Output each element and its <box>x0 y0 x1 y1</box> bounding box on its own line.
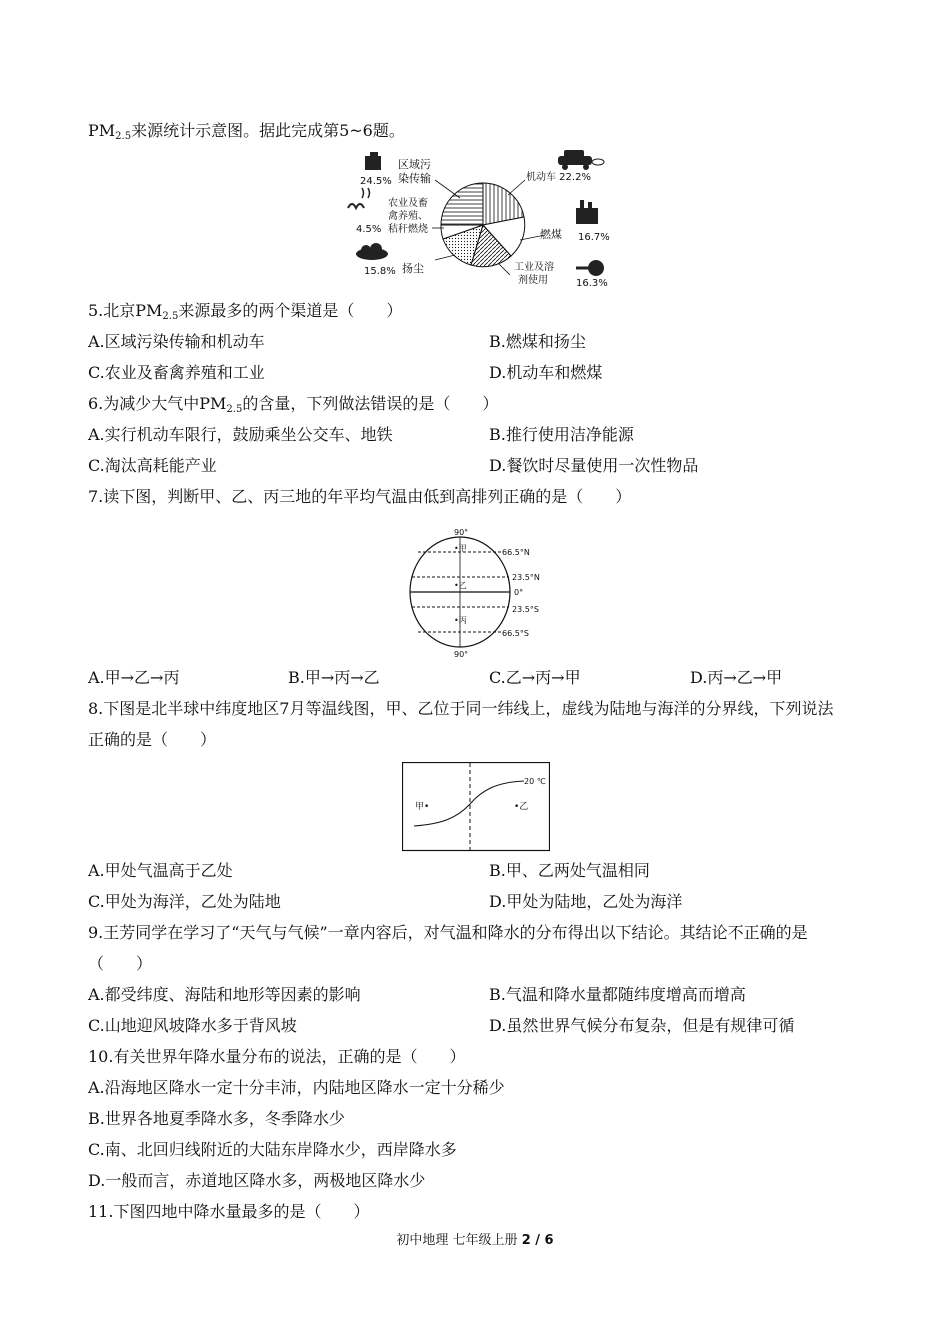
dust-cloud-icon <box>356 243 388 260</box>
svg-text:4.5%: 4.5% <box>356 224 382 235</box>
page-number: 2 / 6 <box>521 1233 554 1248</box>
q9-option-a: A.都受纬度、海陆和地形等因素的影响 <box>88 985 361 1004</box>
svg-text:工业及溶: 工业及溶 <box>514 262 554 273</box>
svg-text:23.5°S: 23.5°S <box>512 605 539 614</box>
question-10-stem: 10.有关世界年降水量分布的说法，正确的是（ ） <box>88 1047 466 1066</box>
car-icon <box>558 150 604 170</box>
svg-text:20 ℃: 20 ℃ <box>524 777 546 786</box>
q7-option-d: D.丙→乙→甲 <box>690 668 783 687</box>
factory-smoke-icon <box>365 152 381 170</box>
svg-text:66.5°S: 66.5°S <box>502 629 529 638</box>
svg-text:16.3%: 16.3% <box>576 278 608 289</box>
svg-text:燃煤: 燃煤 <box>540 228 562 241</box>
q9-option-c: C.山地迎风坡降水多于背风坡 <box>88 1016 297 1035</box>
q7-option-a: A.甲→乙→丙 <box>88 668 180 687</box>
globe-latitude-figure <box>400 525 560 660</box>
question-8-stem-line2: 正确的是（ ） <box>88 730 217 749</box>
question-8-stem-line1: 8.下图是北半球中纬度地区7月等温线图，甲、乙位于同一纬线上，虚线为陆地与海洋的分界线，下列说法 <box>88 699 834 718</box>
svg-text:90°: 90° <box>454 528 469 537</box>
question-11-stem: 11.下图四地中降水量最多的是（ ） <box>88 1202 370 1221</box>
svg-text:机动车 22.2%: 机动车 22.2% <box>526 172 591 183</box>
question-7-stem: 7.读下图，判断甲、乙、丙三地的年平均气温由低到高排列正确的是（ ） <box>88 487 632 506</box>
svg-text:剂使用: 剂使用 <box>518 275 548 286</box>
isotherm-20c-line <box>414 781 524 826</box>
question-6-stem: 6.为减少大气中$PM_{2.5}$的含量，下列做法错误的是（ ） <box>88 394 499 415</box>
question-9-stem-line2: （ ） <box>88 954 153 973</box>
q10-option-c: C.南、北回归线附近的大陆东岸降水少，西岸降水多 <box>88 1140 457 1159</box>
q10-option-d: D.一般而言，赤道地区降水多，两极地区降水少 <box>88 1171 426 1190</box>
svg-text:15.8%: 15.8% <box>364 266 396 277</box>
page-footer: 初中地理 七年级上册 2 / 6 <box>396 1233 554 1248</box>
intro-text: $PM_{2.5}$来源统计示意图。据此完成第5~6题。 <box>88 121 405 142</box>
svg-text:24.5%: 24.5% <box>360 176 392 187</box>
q6-option-b: B.推行使用洁净能源 <box>489 425 634 444</box>
pie-chart <box>441 183 525 267</box>
q9-option-d: D.虽然世界气候分布复杂，但是有规律可循 <box>489 1016 795 1035</box>
question-5-stem: 5.北京$PM_{2.5}$来源最多的两个渠道是（ ） <box>88 301 403 322</box>
q5-option-c: C.农业及畜禽养殖和工业 <box>88 363 265 382</box>
svg-text:区域污: 区域污 <box>398 158 431 171</box>
q8-option-c: C.甲处为海洋，乙处为陆地 <box>88 892 281 911</box>
svg-text:•乙: •乙 <box>514 802 529 812</box>
burning-crop-icon <box>348 188 370 208</box>
svg-text:23.5°N: 23.5°N <box>512 573 540 582</box>
svg-text:农业及畜: 农业及畜 <box>388 198 428 209</box>
q6-option-a: A.实行机动车限行，鼓励乘坐公交车、地铁 <box>88 425 393 444</box>
q8-option-d: D.甲处为陆地，乙处为海洋 <box>489 892 683 911</box>
q6-option-c: C.淘汰高耗能产业 <box>88 456 217 475</box>
spray-can-icon <box>576 260 604 276</box>
svg-text:16.7%: 16.7% <box>578 232 610 243</box>
svg-text:0°: 0° <box>514 588 524 597</box>
q6-option-d: D.餐饮时尽量使用一次性物品 <box>489 456 699 475</box>
svg-text:•丙: •丙 <box>454 616 467 625</box>
svg-text:扬尘: 扬尘 <box>402 262 424 275</box>
q7-option-b: B.甲→丙→乙 <box>288 668 380 687</box>
q8-option-b: B.甲、乙两处气温相同 <box>489 861 650 880</box>
power-plant-icon <box>576 200 598 224</box>
svg-text:•乙: •乙 <box>454 581 467 590</box>
svg-text:90°: 90° <box>454 650 469 659</box>
svg-text:秸秆燃烧: 秸秆燃烧 <box>388 224 428 235</box>
svg-text:甲•: 甲• <box>415 802 430 812</box>
svg-text:•甲: •甲 <box>454 544 467 553</box>
q10-option-b: B.世界各地夏季降水多，冬季降水少 <box>88 1109 345 1128</box>
q7-option-c: C.乙→丙→甲 <box>489 668 581 687</box>
question-9-stem-line1: 9.王芳同学在学习了“天气与气候”一章内容后，对气温和降水的分布得出以下结论。其结论不正确的是 <box>88 923 808 942</box>
svg-text:66.5°N: 66.5°N <box>502 548 530 557</box>
pm25-pie-figure <box>340 150 620 296</box>
q5-option-b: B.燃煤和扬尘 <box>489 332 586 351</box>
q8-option-a: A.甲处气温高于乙处 <box>88 861 233 880</box>
q5-option-a: A.区域污染传输和机动车 <box>88 332 265 351</box>
q9-option-b: B.气温和降水量都随纬度增高而增高 <box>489 985 746 1004</box>
q5-option-d: D.机动车和燃煤 <box>489 363 603 382</box>
isotherm-figure <box>402 762 550 852</box>
svg-text:禽养殖、: 禽养殖、 <box>388 211 428 222</box>
q10-option-a: A.沿海地区降水一定十分丰沛，内陆地区降水一定十分稀少 <box>88 1078 505 1097</box>
svg-text:染传输: 染传输 <box>398 172 431 185</box>
